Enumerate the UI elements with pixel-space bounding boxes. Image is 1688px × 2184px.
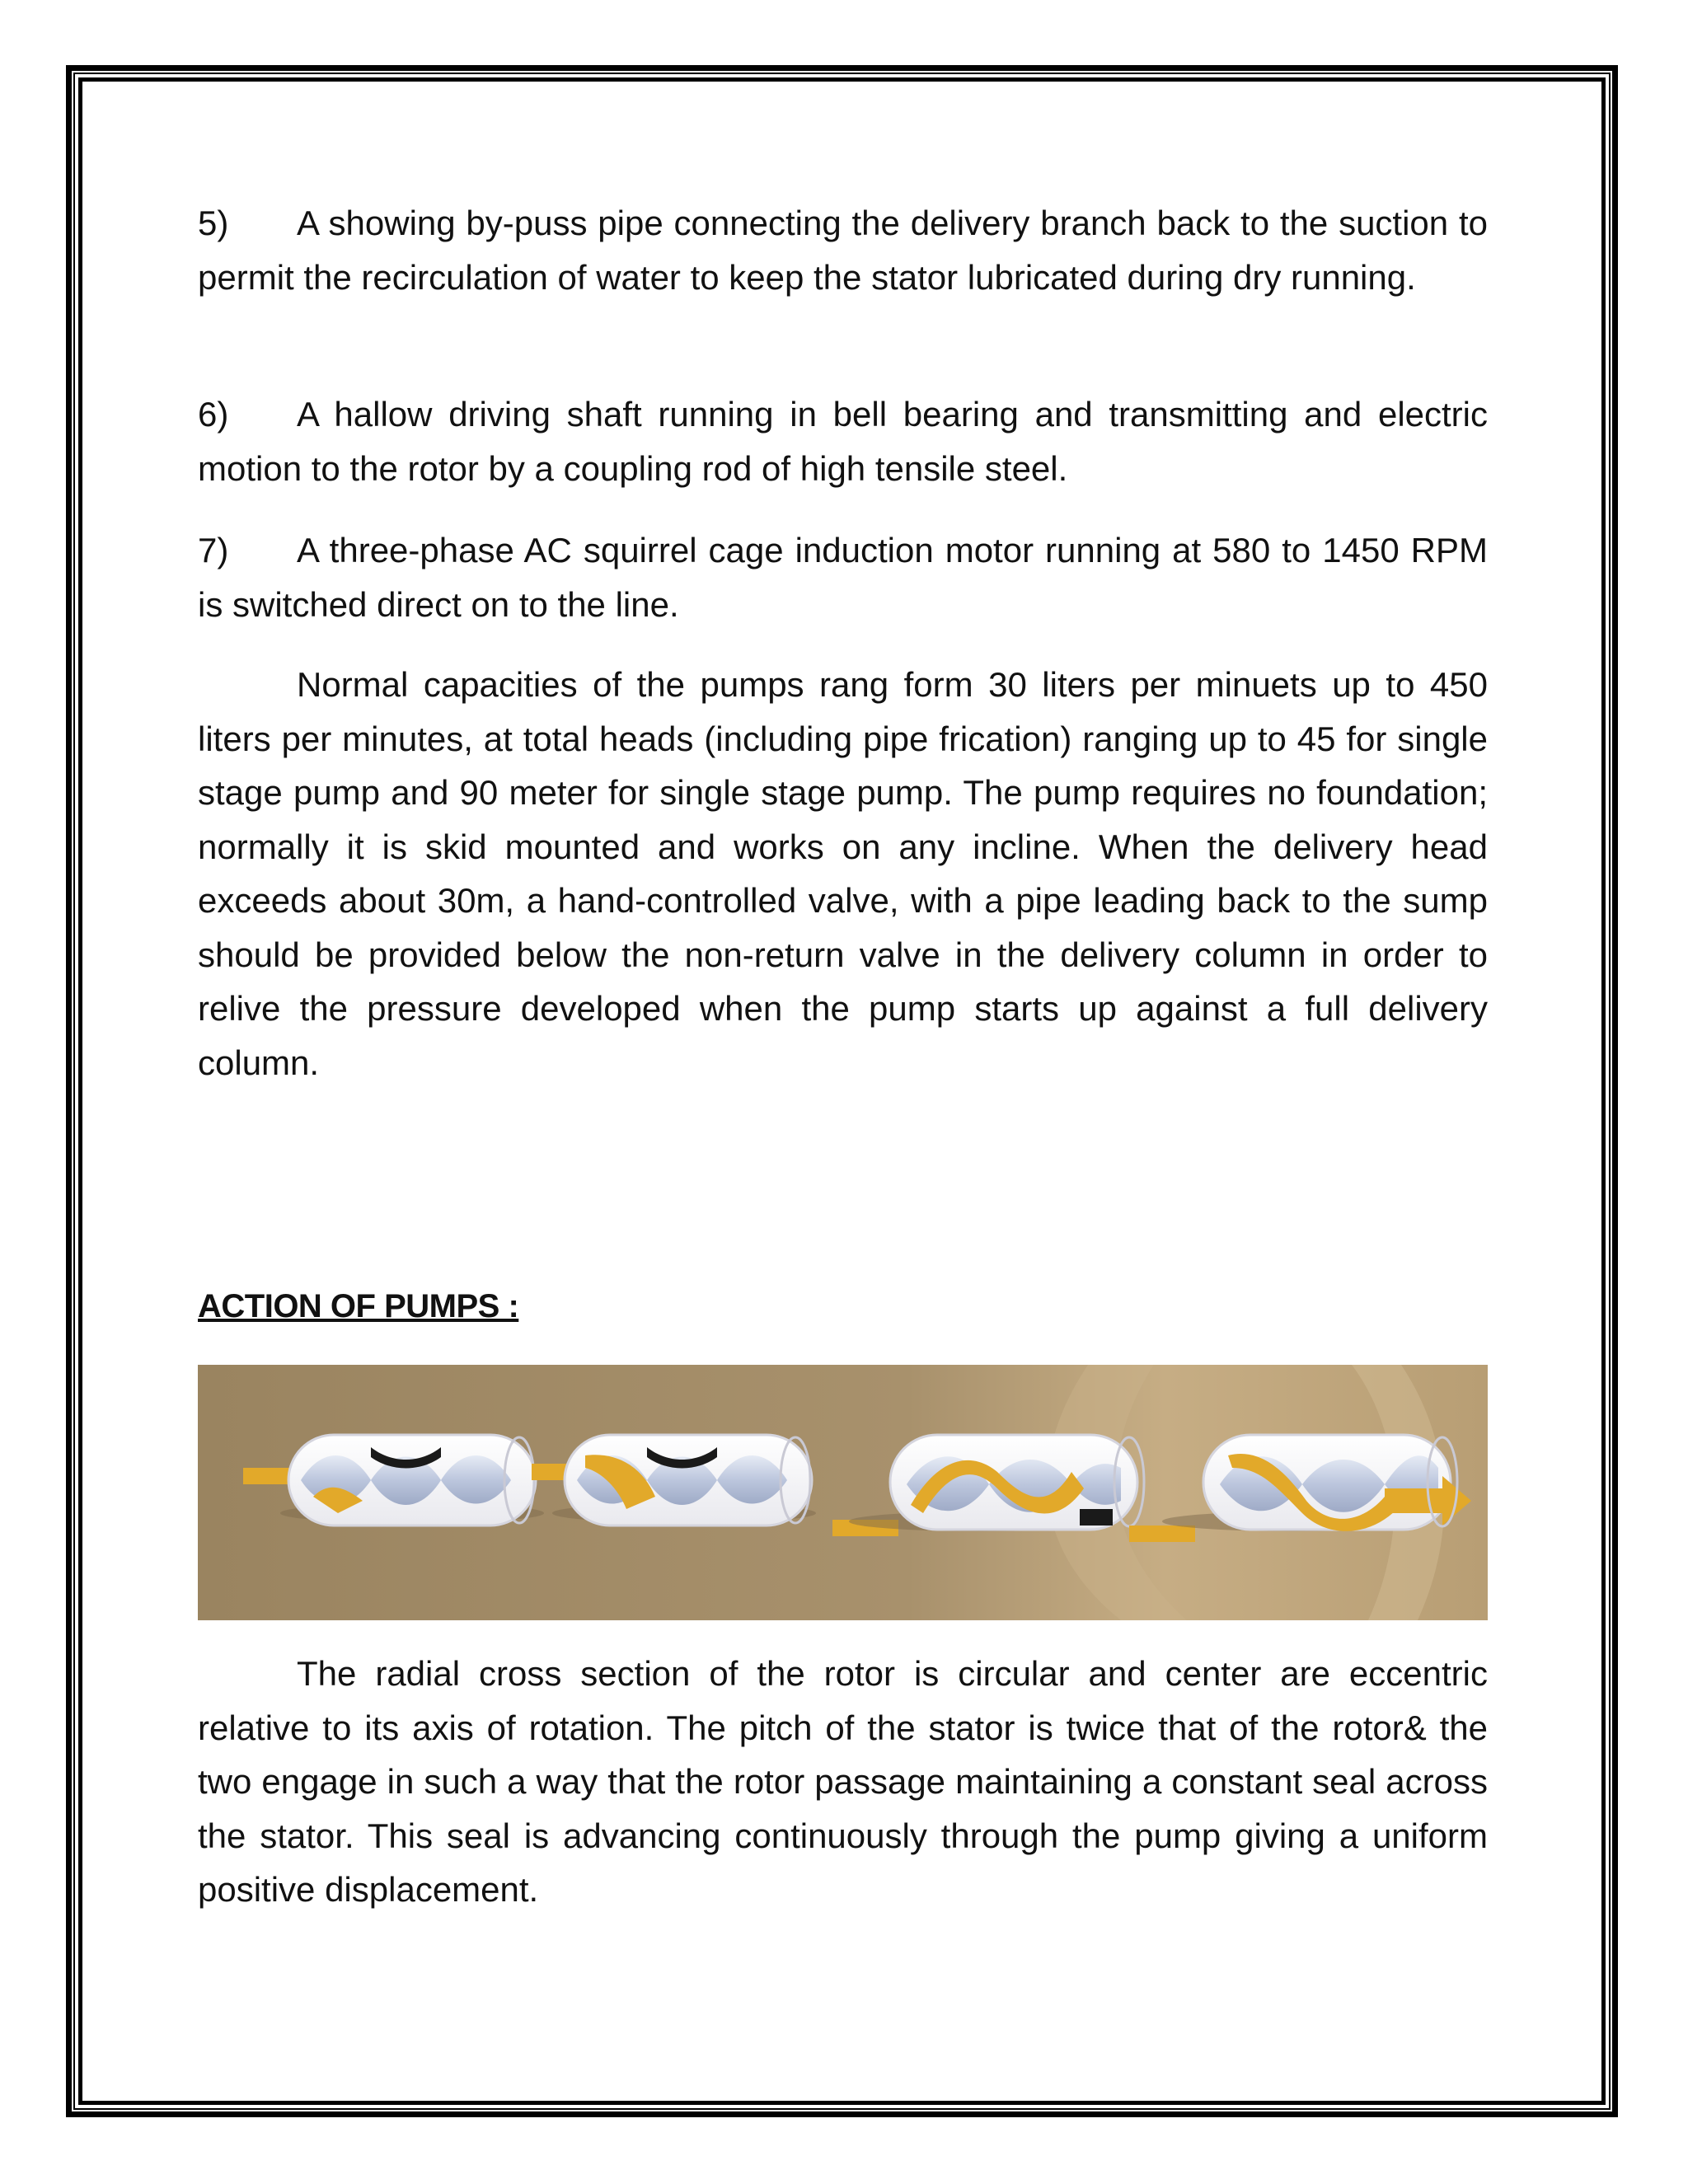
rotor-paragraph: The radial cross section of the rotor is circular and center are eccentric relative to its axis of rotation. The pitch of the stator is twice that of the rotor& the two engage in such a way that the rotor passage maintaining a constant seal across the stator. This seal is advancing continuously through the pump giving a uniform positive displacement. (198, 1654, 1488, 1909)
list-item-text: A three-phase AC squirrel cage induction motor running at 580 to 1450 RPM is switched direct on to the line. (198, 531, 1488, 624)
list-item-6 (198, 387, 1488, 495)
section-heading: ACTION OF PUMPS : (198, 1288, 519, 1324)
list-item-5 (198, 196, 1488, 304)
cavity (1080, 1509, 1113, 1526)
list-item-number: 6) (198, 395, 229, 434)
list-item-number: 7) (198, 531, 229, 569)
list-item-text: A hallow driving shaft running in bell bearing and transmitting and electric motion to the rotor by a coupling rod of high tensile steel. (198, 395, 1488, 488)
pump-action-diagram (198, 1365, 1488, 1620)
list-item-number: 5) (198, 204, 229, 242)
inlet-arrow (1129, 1526, 1195, 1542)
pump-action-illustration (198, 1365, 1488, 1620)
capacities-paragraph: Normal capacities of the pumps rang form 30 liters per minuets up to 450 liters per minutes, at total heads (including pipe frication) ranging up to 45 for single stage pump and 90 meter for single stage pump. The pump requires no foundation; normally it is skid mounted and works on any incline. When the delivery head exceeds about 30m, a hand-controlled valve, with a pipe leading back to the sump should be provided below the non-return valve in the delivery column in order to relive the pressure developed when the pump starts up against a full delivery column. (198, 665, 1488, 1082)
list-item-text: A showing by-puss pipe connecting the delivery branch back to the suction to permit the recirculation of water to keep the stator lubricated during dry running. (198, 204, 1488, 297)
list-item-7 (198, 523, 1488, 631)
